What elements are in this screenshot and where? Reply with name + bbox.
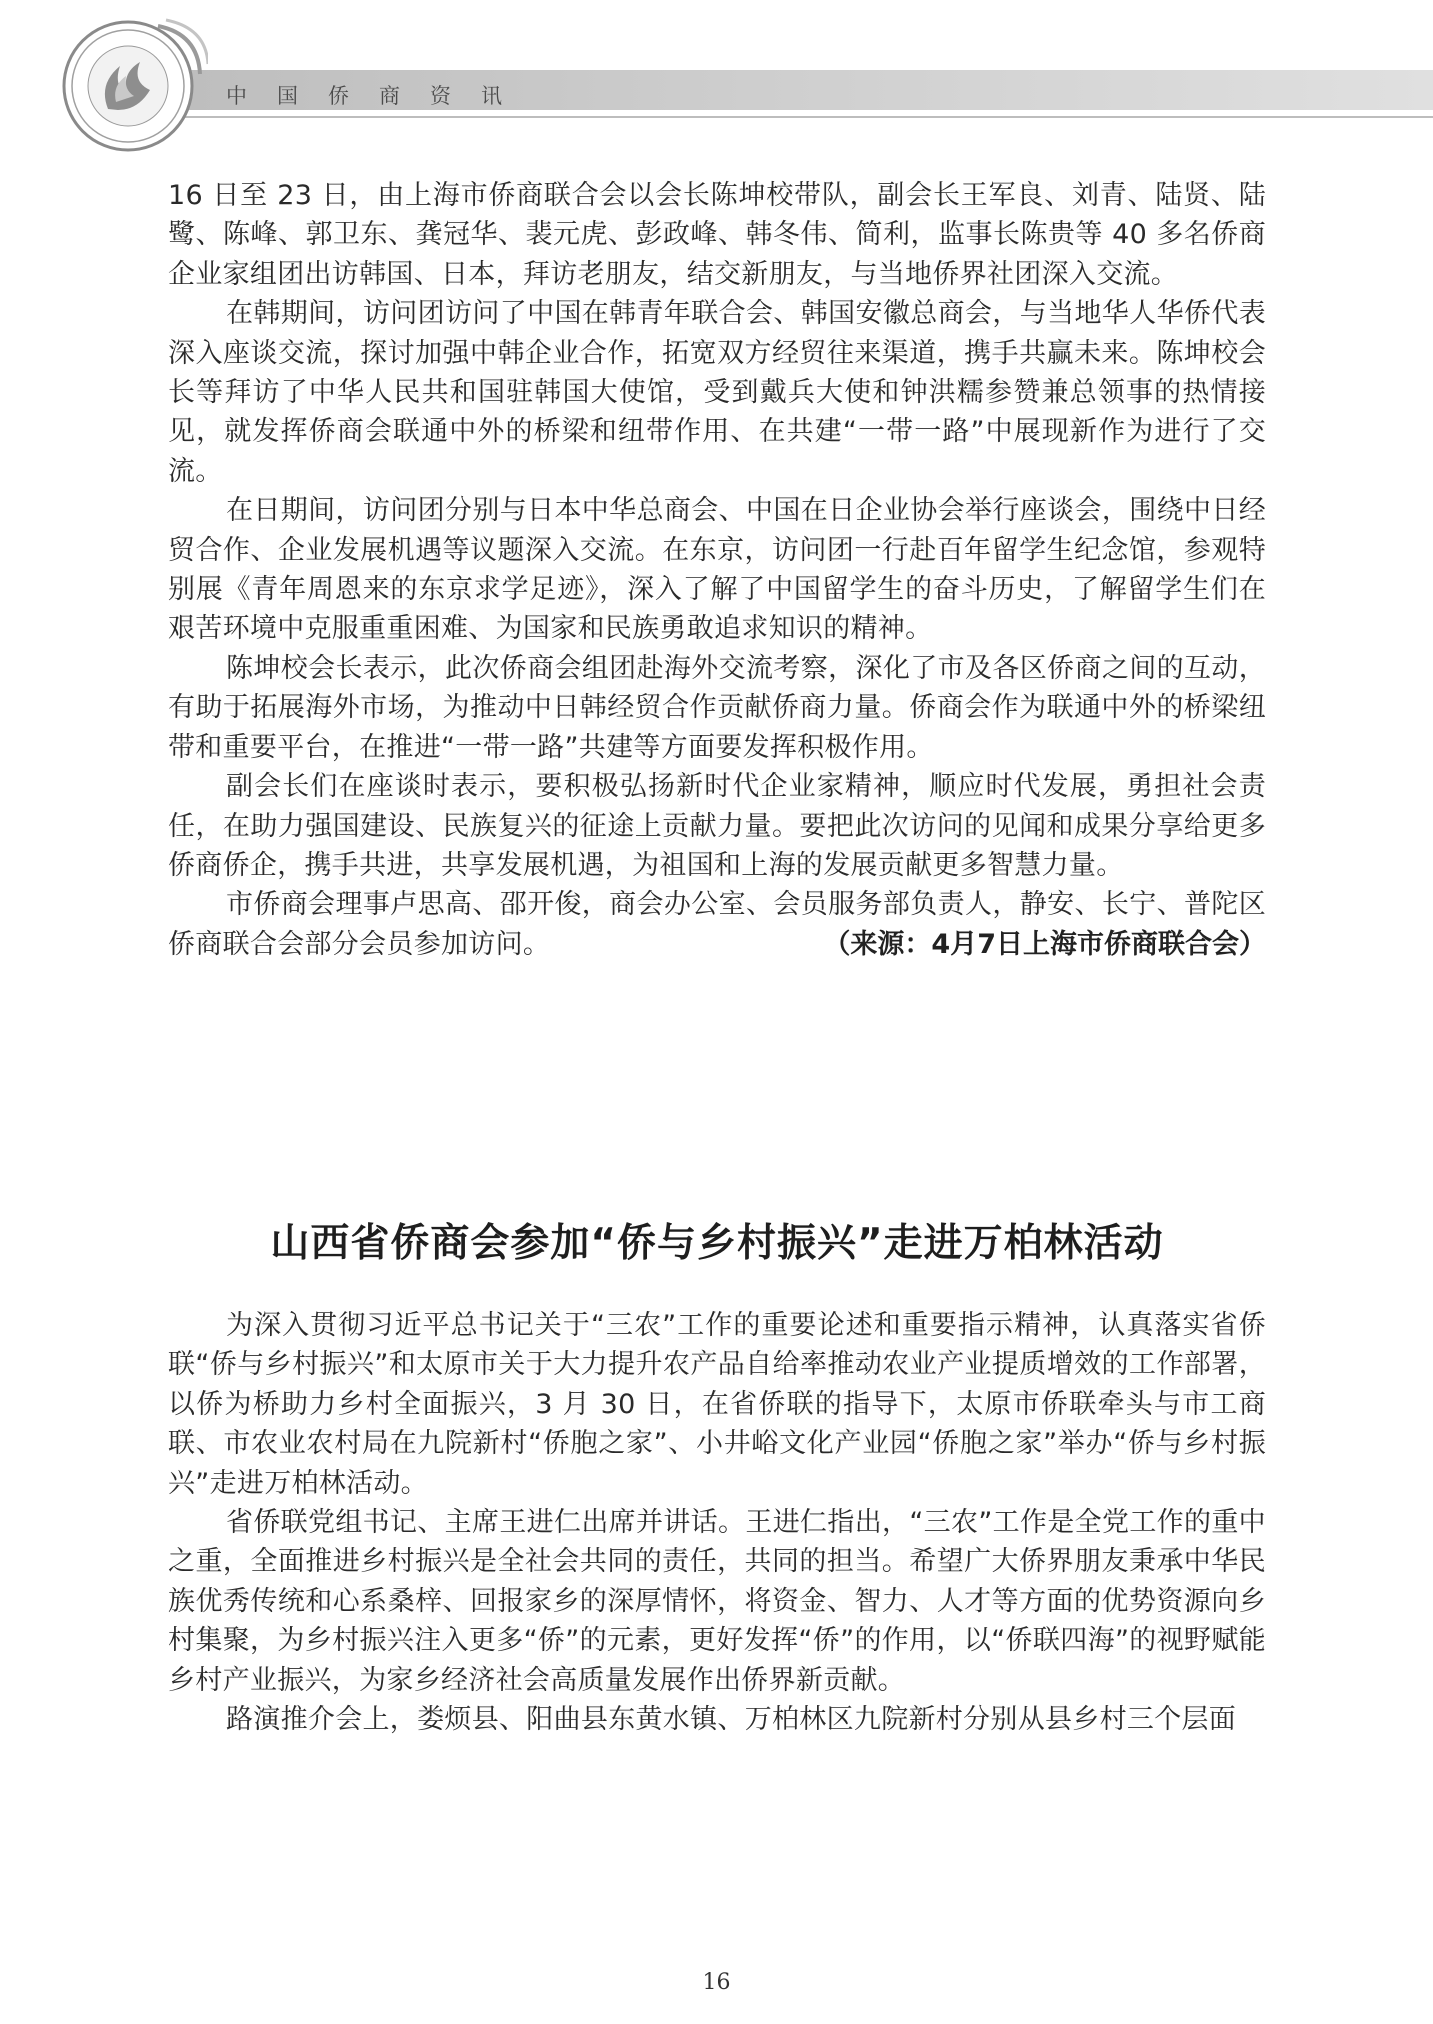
article-2-title: 山西省侨商会参加“侨与乡村振兴”走进万柏林活动 <box>270 1221 1164 1266</box>
source-attribution: （来源：4月7日上海市侨商联合会） <box>823 928 1266 960</box>
page-number: 16 <box>702 1970 731 1995</box>
paragraph: 为深入贯彻习近平总书记关于“三农”工作的重要论述和重要指示精神，认真落实省侨联“侨与乡村振兴”和太原市关于大力提升农产品自给率推动农业产业提质增效的工作部署，以侨为桥助力乡村全面振兴，3 月 30 日，在省侨联的指导下，太原市侨联牵头与市工商联、市农业农村局在九院新村“侨胞之家”、小井峪文化产业园“侨胞之家”举办“侨与乡村振兴”走进万柏林活动。 <box>168 1310 1266 1499</box>
article-2-body <box>168 1306 1266 1739</box>
paragraph: 路演推介会上，娄烦县、阳曲县东黄水镇、万柏林区九院新村分别从县乡村三个层面 <box>226 1704 1237 1736</box>
header-band <box>0 60 1433 120</box>
paragraph: 16 日至 23 日，由上海市侨商联合会以会长陈坤校带队，副会长王军良、刘青、陆贤、陆鹭、陈峰、郭卫东、龚冠华、裴元虎、彭政峰、韩冬伟、简利，监事长陈贵等 40 多名侨商企业家组团出访韩国、日本，拜访老朋友，结交新朋友，与当地侨界社团深入交流。 <box>168 180 1266 290</box>
paragraph: 在日期间，访问团分别与日本中华总商会、中国在日企业协会举行座谈会，围绕中日经贸合作、企业发展机遇等议题深入交流。在东京，访问团一行赴百年留学生纪念馆，参观特别展《青年周恩来的东京求学足迹》，深入了解了中国留学生的奋斗历史，了解留学生们在艰苦环境中克服重重困难、为国家和民族勇敢追求知识的精神。 <box>168 495 1266 645</box>
paragraph: 副会长们在座谈时表示，要积极弘扬新时代企业家精神，顺应时代发展，勇担社会责任，在助力强国建设、民族复兴的征途上贡献力量。要把此次访问的见闻和成果分享给更多侨商侨企，携手共进，共享发展机遇，为祖国和上海的发展贡献更多智慧力量。 <box>168 771 1266 881</box>
last-paragraph-block <box>168 885 1266 964</box>
article-1-body <box>168 176 1266 964</box>
paragraph: 在韩期间，访问团访问了中国在韩青年联合会、韩国安徽总商会，与当地华人华侨代表深入座谈交流，探讨加强中韩企业合作，拓宽双方经贸往来渠道，携手共赢未来。陈坤校会长等拜访了中华人民共和国驻韩国大使馆，受到戴兵大使和钟洪糯参赞兼总领事的热情接见，就发挥侨商会联通中外的桥梁和纽带作用、在共建“一带一路”中展现新作为进行了交流。 <box>168 298 1266 487</box>
header-title: 中国侨商资讯 <box>226 84 532 108</box>
paragraph: 陈坤校会长表示，此次侨商会组团赴海外交流考察，深化了市及各区侨商之间的互动，有助于拓展海外市场，为推动中日韩经贸合作贡献侨商力量。侨商会作为联通中外的桥梁纽带和重要平台，在推进“一带一路”共建等方面要发挥积极作用。 <box>168 652 1266 763</box>
paragraph: 市侨商会理事卢思高、邵开俊，商会办公室、会员服务部负责人，静安、长宁、普陀区侨商联合会部分会员参加访问。 <box>168 889 1266 960</box>
federation-logo <box>58 14 208 154</box>
paragraph: 省侨联党组书记、主席王进仁出席并讲话。王进仁指出，“三农”工作是全党工作的重中之重，全面推进乡村振兴是全社会共同的责任，共同的担当。希望广大侨界朋友秉承中华民族优秀传统和心系桑梓、回报家乡的深厚情怀，将资金、智力、人才等方面的优势资源向乡村集聚，为乡村振兴注入更多“侨”的元素，更好发挥“侨”的作用，以“侨联四海”的视野赋能乡村产业振兴，为家乡经济社会高质量发展作出侨界新贡献。 <box>168 1507 1266 1696</box>
header-divider <box>150 116 1433 118</box>
